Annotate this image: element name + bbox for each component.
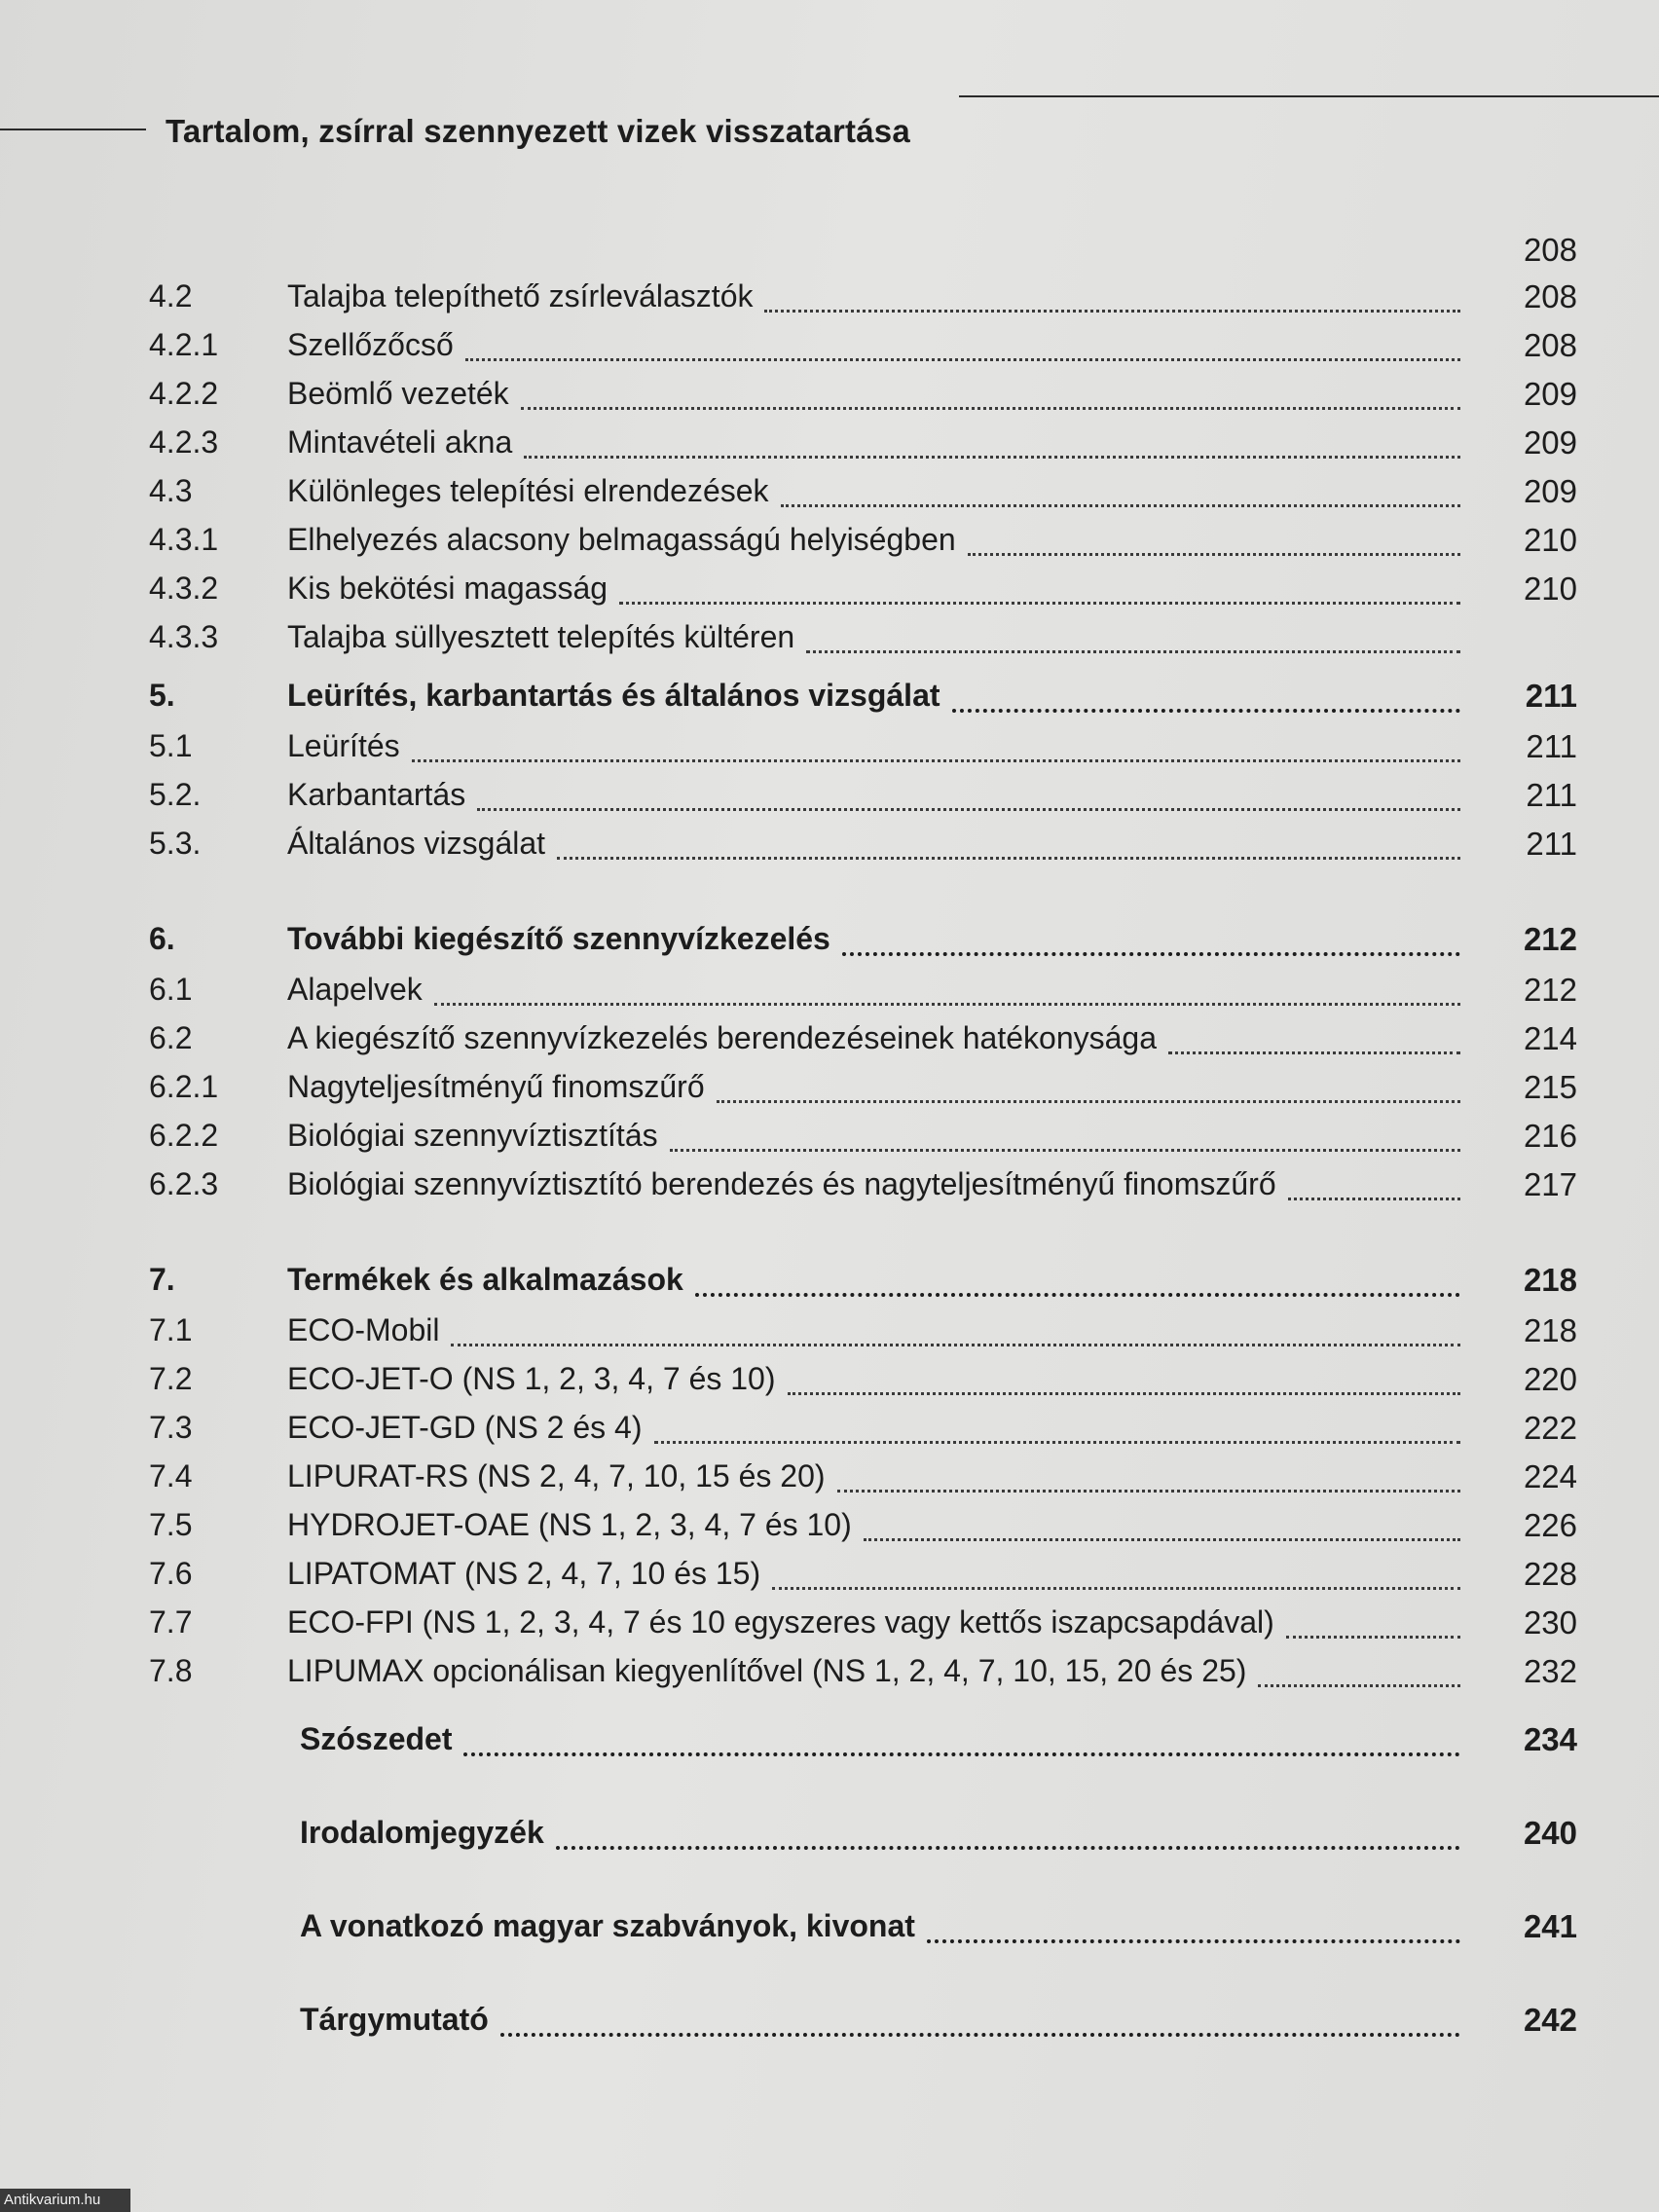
dot-leader xyxy=(556,1846,1460,1850)
dot-leader xyxy=(842,952,1460,956)
toc-entry xyxy=(0,514,1659,563)
toc-entry-number: 7.1 xyxy=(149,1312,193,1347)
dot-leader xyxy=(451,1344,1460,1346)
toc-entry-number: 5.2. xyxy=(149,777,202,812)
toc-entry xyxy=(0,964,1659,1013)
toc-entry-number: 6.2.1 xyxy=(149,1069,219,1104)
toc-entry xyxy=(0,1597,1659,1645)
dot-leader xyxy=(788,1392,1460,1395)
toc-entry-number: 7.3 xyxy=(149,1410,193,1445)
toc-entry-number: 4.2.3 xyxy=(149,424,219,460)
toc-entry-page: 230 xyxy=(1523,1604,1577,1641)
toc-entry-page: 208 xyxy=(1523,278,1577,314)
dot-leader xyxy=(619,602,1460,605)
toc-entry-page: 211 xyxy=(1526,728,1577,764)
toc-entry xyxy=(0,1900,1659,1949)
dot-leader xyxy=(695,1293,1460,1297)
toc-entry-number: 7. xyxy=(149,1262,175,1297)
toc-entry-page: 218 xyxy=(1523,1262,1577,1298)
toc-entry xyxy=(0,611,1659,660)
dot-leader xyxy=(1258,1684,1460,1687)
toc-entry-title: LIPURAT-RS (NS 2, 4, 7, 10, 15 és 20) xyxy=(287,1458,826,1493)
toc-entry xyxy=(0,1254,1659,1303)
toc-entry-number: 7.7 xyxy=(149,1604,193,1640)
toc-entry xyxy=(0,1807,1659,1856)
toc-entry-page: 210 xyxy=(1523,571,1577,607)
running-header xyxy=(0,58,1659,149)
dot-leader xyxy=(1288,1198,1460,1200)
toc-entry-title: ECO-Mobil xyxy=(287,1312,440,1347)
toc-entry-page: 211 xyxy=(1526,826,1577,862)
toc-entry-number: 5. xyxy=(149,678,175,713)
header-rule-right xyxy=(959,95,1659,97)
dot-leader xyxy=(781,504,1460,507)
toc-entry-title: Szellőzőcső xyxy=(287,327,454,362)
toc-entry xyxy=(0,1110,1659,1159)
toc-entry xyxy=(0,319,1659,368)
toc-entry-title: LIPATOMAT (NS 2, 4, 7, 10 és 15) xyxy=(287,1556,761,1591)
toc-entry-title: Leürítés xyxy=(287,728,400,763)
toc-entry xyxy=(0,368,1659,417)
dot-leader xyxy=(772,1587,1460,1590)
dot-leader xyxy=(434,1003,1460,1006)
toc-entry-page: 216 xyxy=(1523,1118,1577,1154)
dot-leader xyxy=(968,553,1460,556)
toc-entry-number: 7.8 xyxy=(149,1653,193,1688)
toc-entry-page: 208 xyxy=(1523,232,1577,268)
dot-leader xyxy=(412,759,1460,762)
toc-entry-number: 4.2 xyxy=(149,278,193,313)
dot-leader xyxy=(864,1538,1460,1541)
toc-entry-page: 220 xyxy=(1523,1361,1577,1397)
toc-entry-title: Irodalomjegyzék xyxy=(300,1815,544,1850)
toc-entry xyxy=(0,1013,1659,1061)
toc-entry-title: Kis bekötési magasság xyxy=(287,571,608,606)
header-rule-left xyxy=(0,129,146,130)
toc-entry xyxy=(0,1994,1659,2043)
toc-entry-title: Mintavételi akna xyxy=(287,424,513,460)
toc-entry-page: 211 xyxy=(1526,777,1577,813)
toc-entry-page: 218 xyxy=(1523,1312,1577,1348)
toc-entry-number: 4.2.1 xyxy=(149,327,219,362)
toc-entry-page: 240 xyxy=(1523,1815,1577,1851)
toc-entry-title: A kiegészítő szennyvízkezelés berendezéseinek hatékonysága xyxy=(287,1020,1157,1055)
toc-entry-number: 4.3.2 xyxy=(149,571,219,606)
toc-entry-page: 209 xyxy=(1523,424,1577,461)
toc-entry-page: 234 xyxy=(1523,1721,1577,1757)
dot-leader xyxy=(1286,1636,1460,1639)
toc-entry-page: 212 xyxy=(1523,921,1577,957)
toc-entry-page: 228 xyxy=(1523,1556,1577,1592)
toc-entry-number: 6. xyxy=(149,921,175,956)
toc-entry-title: Talajba telepíthető zsírleválasztók xyxy=(287,278,754,313)
toc-entry-number: 5.3. xyxy=(149,826,202,861)
toc-entry xyxy=(0,1402,1659,1451)
dot-leader xyxy=(837,1490,1460,1493)
dot-leader xyxy=(806,650,1460,653)
dot-leader xyxy=(500,2033,1460,2037)
dot-leader xyxy=(524,456,1460,459)
toc-entry xyxy=(0,465,1659,514)
toc-entry xyxy=(0,563,1659,611)
toc-entry-page: 222 xyxy=(1523,1410,1577,1446)
toc-entry-number: 5.1 xyxy=(149,728,193,763)
toc-entry-title: Alapelvek xyxy=(287,972,423,1007)
toc-entry-title: ECO-JET-O (NS 1, 2, 3, 4, 7 és 10) xyxy=(287,1361,776,1396)
toc-entry xyxy=(0,1645,1659,1694)
toc-entry xyxy=(0,1451,1659,1499)
toc-entry-page: 217 xyxy=(1523,1166,1577,1202)
toc-entry-page: 226 xyxy=(1523,1507,1577,1543)
toc-entry xyxy=(0,224,1659,273)
toc-entry-title: Karbantartás xyxy=(287,777,466,812)
toc-entry-title: ECO-FPI (NS 1, 2, 3, 4, 7 és 10 egyszeres vagy kettős iszapcsapdával) xyxy=(287,1604,1274,1640)
toc-entry-title: LIPUMAX opcionálisan kiegyenlítővel (NS 1, 2, 4, 7, 10, 15, 20 és 25) xyxy=(287,1653,1247,1688)
toc-entry-number: 4.3 xyxy=(149,473,193,508)
toc-entry xyxy=(0,1159,1659,1207)
toc-entry-page: 211 xyxy=(1525,678,1577,714)
toc-entry xyxy=(0,1305,1659,1353)
toc-entry xyxy=(0,1499,1659,1548)
toc-entry-title: Tárgymutató xyxy=(300,2002,489,2037)
watermark: Antikvarium.hu xyxy=(0,2189,130,2212)
toc-entry-number: 7.4 xyxy=(149,1458,193,1493)
toc-entry xyxy=(0,1548,1659,1597)
toc-entry xyxy=(0,1353,1659,1402)
toc-entry-number: 6.1 xyxy=(149,972,193,1007)
toc-entry-title: Termékek és alkalmazások xyxy=(287,1262,683,1297)
toc-entry xyxy=(0,769,1659,818)
toc-entry-page: 209 xyxy=(1523,473,1577,509)
toc-entry-page: 209 xyxy=(1523,376,1577,412)
toc-entry-page: 215 xyxy=(1523,1069,1577,1105)
toc-entry xyxy=(0,720,1659,769)
toc-entry-title: További kiegészítő szennyvízkezelés xyxy=(287,921,830,956)
toc-entry-number: 6.2.2 xyxy=(149,1118,219,1153)
toc-entry xyxy=(0,1714,1659,1762)
toc-entry-title: Szószedet xyxy=(300,1721,453,1756)
toc-entry-page: 210 xyxy=(1523,522,1577,558)
toc-entry-page: 232 xyxy=(1523,1653,1577,1689)
toc-entry xyxy=(0,670,1659,719)
dot-leader xyxy=(654,1441,1460,1444)
toc-entry-title: Beömlő vezeték xyxy=(287,376,509,411)
dot-leader xyxy=(557,857,1460,860)
toc-entry-page: 212 xyxy=(1523,972,1577,1008)
toc-entry-title: Talajba süllyesztett telepítés kültéren xyxy=(287,619,795,654)
dot-leader xyxy=(521,407,1460,410)
toc-entry-page: 242 xyxy=(1523,2002,1577,2038)
dot-leader xyxy=(477,808,1460,811)
toc-entry-page: 224 xyxy=(1523,1458,1577,1494)
toc-entry-number: 6.2.3 xyxy=(149,1166,219,1201)
dot-leader xyxy=(1168,1051,1460,1054)
toc-entry-title: Biológiai szennyvíztisztítás xyxy=(287,1118,658,1153)
toc-entry-title: Leürítés, karbantartás és általános vizsgálat xyxy=(287,678,940,713)
dot-leader xyxy=(463,1752,1460,1756)
toc-entry-title: Nagyteljesítményű finomszűrő xyxy=(287,1069,705,1104)
toc-entry-title: Biológiai szennyvíztisztító berendezés és nagyteljesítményű finomszűrő xyxy=(287,1166,1276,1201)
dot-leader xyxy=(717,1100,1460,1103)
dot-leader xyxy=(465,358,1460,361)
toc-entry-title: Különleges telepítési elrendezések xyxy=(287,473,769,508)
toc-entry-page: 241 xyxy=(1523,1908,1577,1944)
toc-entry-number: 7.2 xyxy=(149,1361,193,1396)
toc-entry xyxy=(0,818,1659,866)
toc-entry xyxy=(0,913,1659,962)
header-title: Tartalom, zsírral szennyezett vizek visszatartása xyxy=(166,113,910,149)
dot-leader xyxy=(764,310,1460,313)
toc-entry-number: 7.5 xyxy=(149,1507,193,1542)
toc-entry-number: 6.2 xyxy=(149,1020,193,1055)
toc-entry-number: 4.3.3 xyxy=(149,619,219,654)
toc-entry-page: 208 xyxy=(1523,327,1577,363)
toc-entry-title: HYDROJET-OAE (NS 1, 2, 3, 4, 7 és 10) xyxy=(287,1507,852,1542)
toc-entry-title: Elhelyezés alacsony belmagasságú helyiségben xyxy=(287,522,956,557)
toc-entry-number: 4.3.1 xyxy=(149,522,219,557)
toc-entry-title: A vonatkozó magyar szabványok, kivonat xyxy=(300,1908,915,1943)
toc-entry-number: 4.2.2 xyxy=(149,376,219,411)
toc-entry-number: 7.6 xyxy=(149,1556,193,1591)
dot-leader xyxy=(952,709,1460,713)
toc-entry xyxy=(0,1061,1659,1110)
dot-leader xyxy=(927,1939,1460,1943)
toc-entry-title: Általános vizsgálat xyxy=(287,826,546,861)
toc-entry xyxy=(0,417,1659,465)
dot-leader xyxy=(670,1149,1460,1152)
toc-entry-page: 214 xyxy=(1523,1020,1577,1056)
toc-entry xyxy=(0,271,1659,319)
toc-entry-title: ECO-JET-GD (NS 2 és 4) xyxy=(287,1410,643,1445)
